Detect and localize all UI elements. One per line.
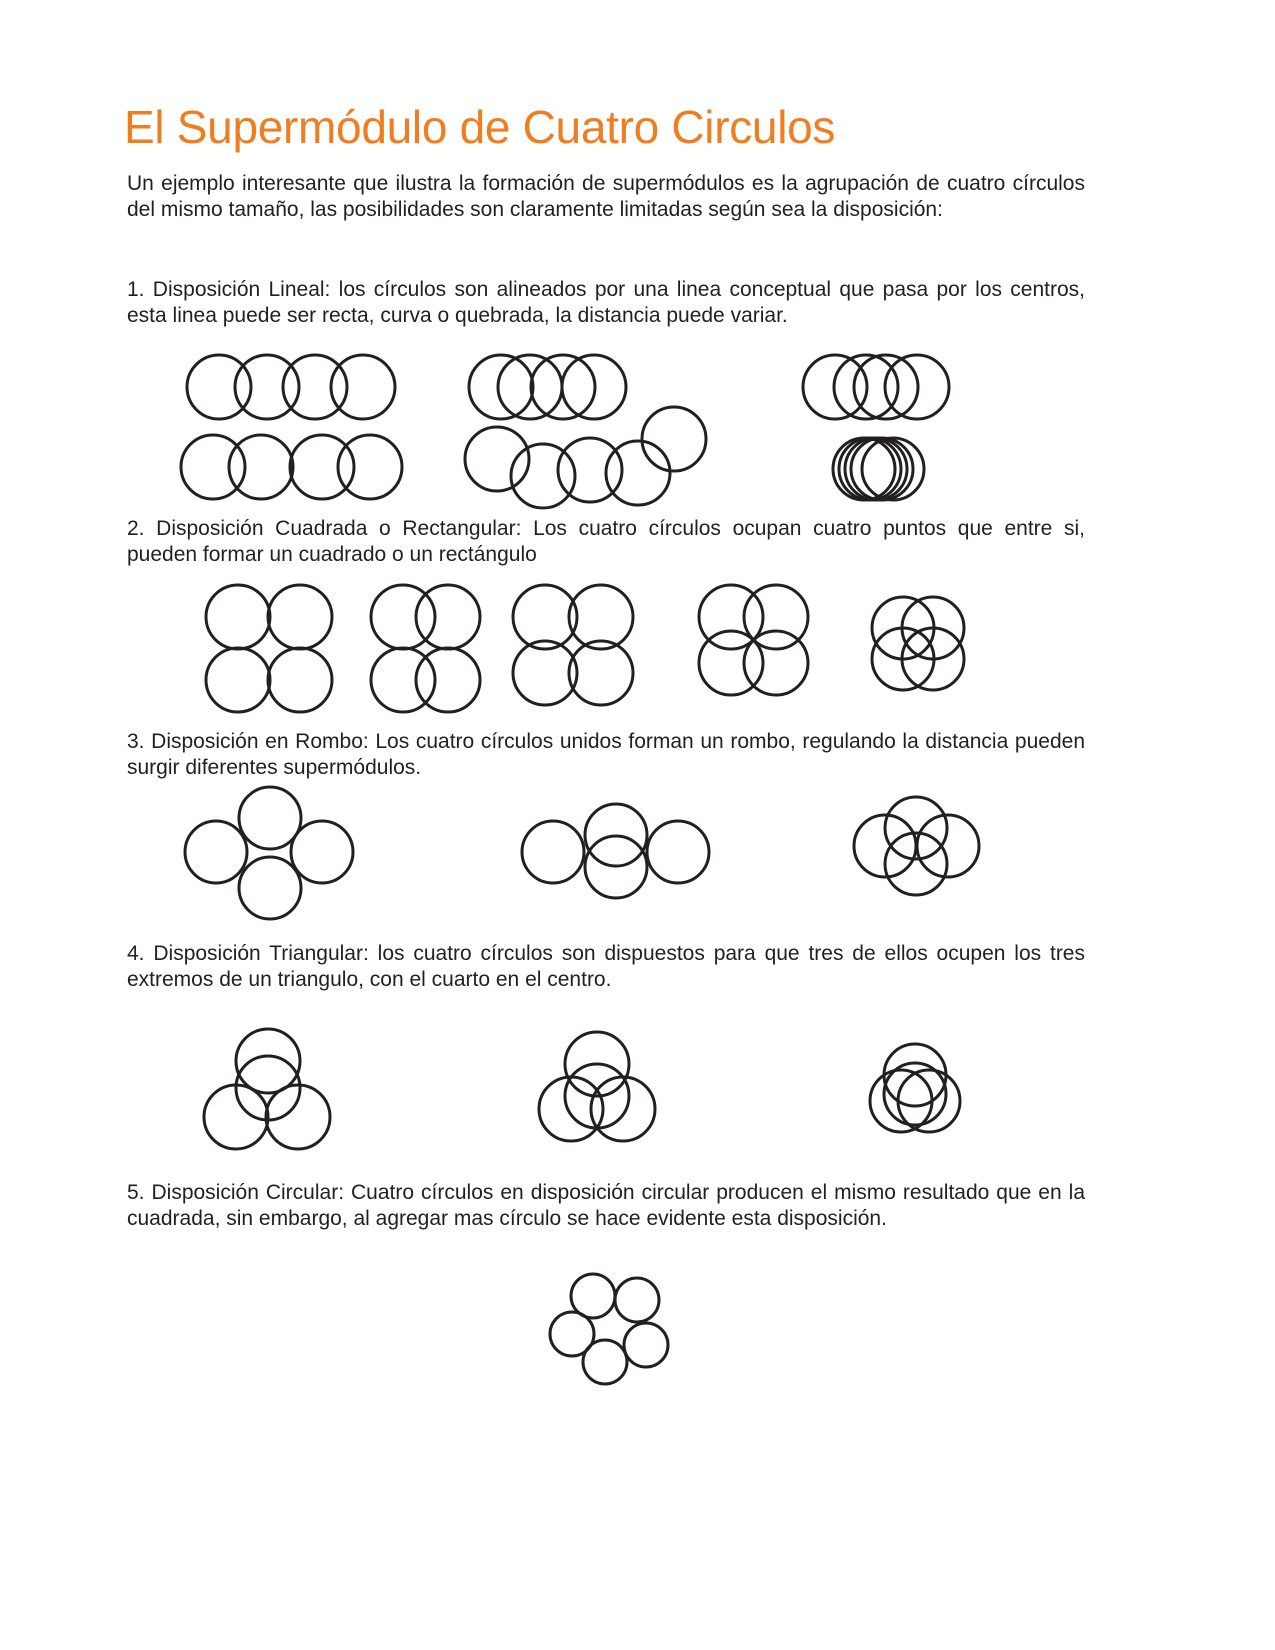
section-3-text: 3. Disposición en Rombo: Los cuatro círculos unidos forman un rombo, regulando la distancia pueden surgir diferentes supermódulos. xyxy=(127,730,1085,779)
linear-straight-diagram xyxy=(181,355,402,499)
triangular-diagrams xyxy=(204,1029,960,1149)
section-1-text: 1. Disposición Lineal: los círculos son alineados por una linea conceptual que pasa por los centros, esta linea puede ser recta, curva o quebrada, la distancia puede variar. xyxy=(127,278,1085,327)
linear-overlap-diagram xyxy=(803,355,949,500)
linear-curved-diagram xyxy=(465,355,706,508)
square-diagrams xyxy=(206,585,964,712)
rhombus-diagrams xyxy=(185,787,979,919)
circular-diagram xyxy=(550,1274,668,1384)
page-title: El Supermódulo de Cuatro Circulos xyxy=(124,101,836,153)
intro-paragraph: Un ejemplo interesante que ilustra la formación de supermódulos es la agrupación de cuatro círculos del mismo tamaño, las posibilidades son claramente limitadas según sea la disposición: xyxy=(127,172,1085,221)
section-2-text: 2. Disposición Cuadrada o Rectangular: Los cuatro círculos ocupan cuatro puntos que entre si, pueden formar un cuadrado o un rectángulo xyxy=(127,517,1085,566)
section-4-text: 4. Disposición Triangular: los cuatro círculos son dispuestos para que tres de ellos ocupen los tres extremos de un triangulo, con el cuarto en el centro. xyxy=(127,942,1085,991)
section-5-text: 5. Disposición Circular: Cuatro círculos en disposición circular producen el mismo resultado que en la cuadrada, sin embargo, al agregar mas círculo se hace evidente esta disposición. xyxy=(127,1181,1085,1230)
